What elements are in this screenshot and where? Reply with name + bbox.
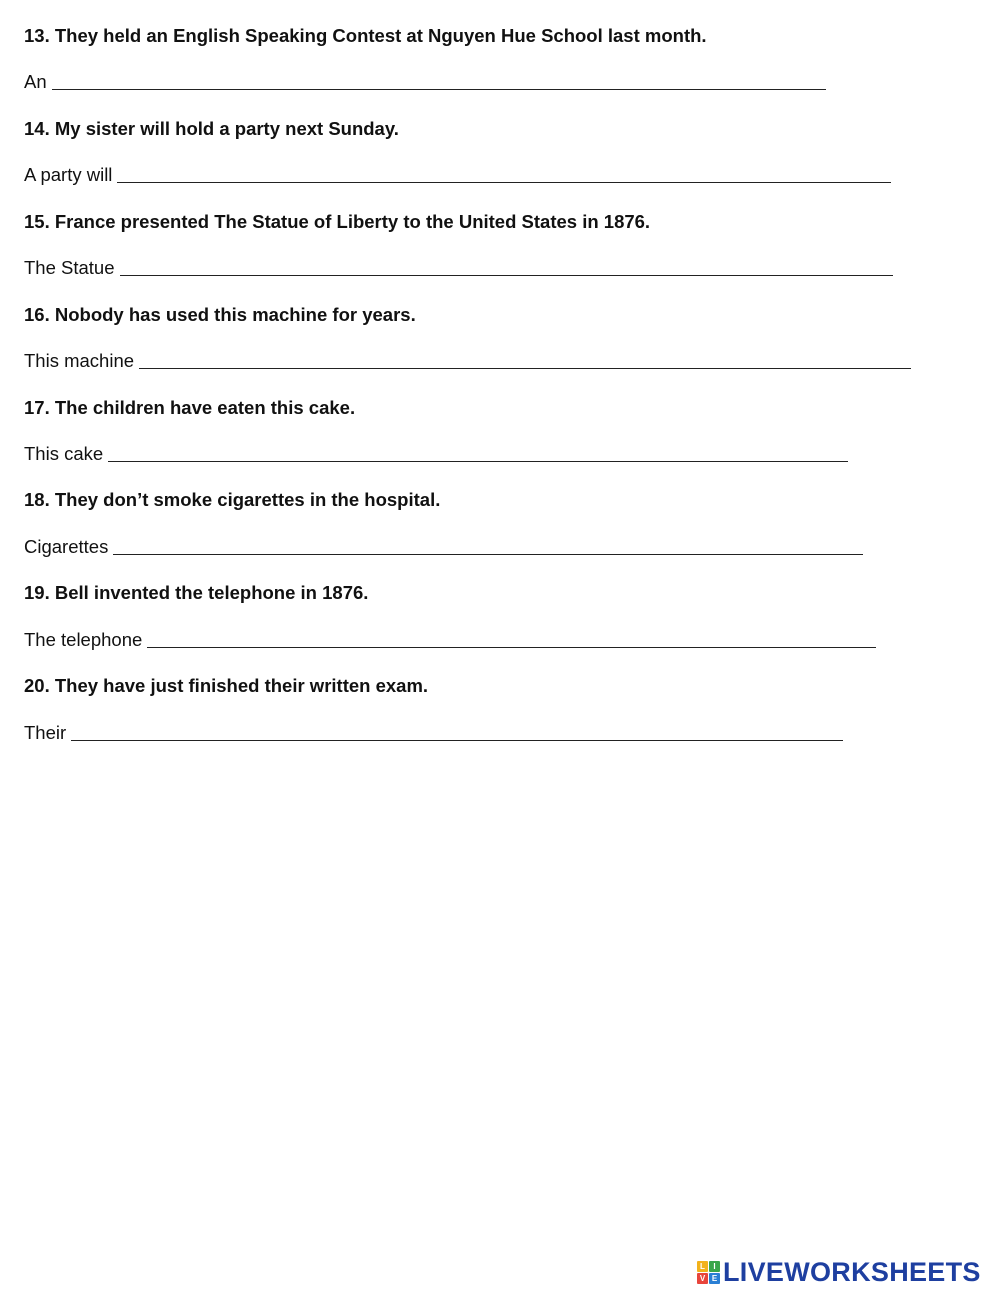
- answer-row-17: [24, 445, 848, 464]
- question-16: 16. Nobody has used this machine for years.: [24, 304, 416, 325]
- answer-prompt: An: [24, 71, 47, 92]
- liveworksheets-logo: [697, 1258, 981, 1286]
- question-14: 14. My sister will hold a party next Sunday.: [24, 118, 399, 139]
- answer-blank[interactable]: [117, 181, 891, 183]
- question-18: 18. They don’t smoke cigarettes in the hospital.: [24, 489, 441, 510]
- logo-icon: [697, 1261, 720, 1284]
- answer-row-20: [24, 724, 843, 743]
- answer-prompt: The Statue: [24, 257, 115, 278]
- answer-prompt: The telephone: [24, 629, 143, 650]
- answer-row-19: [24, 631, 876, 650]
- answer-prompt: Cigarettes: [24, 536, 109, 557]
- logo-block: I: [709, 1261, 720, 1272]
- answer-prompt: This machine: [24, 350, 135, 371]
- answer-blank[interactable]: [139, 367, 911, 369]
- logo-block: E: [709, 1273, 720, 1284]
- question-17: 17. The children have eaten this cake.: [24, 397, 356, 418]
- answer-row-16: [24, 352, 911, 371]
- answer-row-14: [24, 166, 891, 185]
- question-13: 13. They held an English Speaking Contest at Nguyen Hue School last month.: [24, 25, 707, 46]
- question-19: 19. Bell invented the telephone in 1876.: [24, 582, 369, 603]
- answer-row-13: [24, 73, 826, 92]
- logo-block: L: [697, 1261, 708, 1272]
- logo-text: LIVEWORKSHEETS: [723, 1256, 981, 1287]
- answer-blank[interactable]: [113, 553, 863, 555]
- answer-blank[interactable]: [108, 460, 848, 462]
- answer-prompt: This cake: [24, 443, 104, 464]
- question-15: 15. France presented The Statue of Liberty to the United States in 1876.: [24, 211, 651, 232]
- answer-prompt: A party will: [24, 164, 113, 185]
- answer-blank[interactable]: [147, 646, 876, 648]
- answer-blank[interactable]: [71, 739, 843, 741]
- question-20: 20. They have just finished their written exam.: [24, 675, 429, 696]
- answer-blank[interactable]: [52, 88, 826, 90]
- answer-prompt: Their: [24, 722, 67, 743]
- logo-block: V: [697, 1273, 708, 1284]
- answer-row-15: [24, 259, 893, 278]
- answer-row-18: [24, 538, 863, 557]
- answer-blank[interactable]: [120, 274, 893, 276]
